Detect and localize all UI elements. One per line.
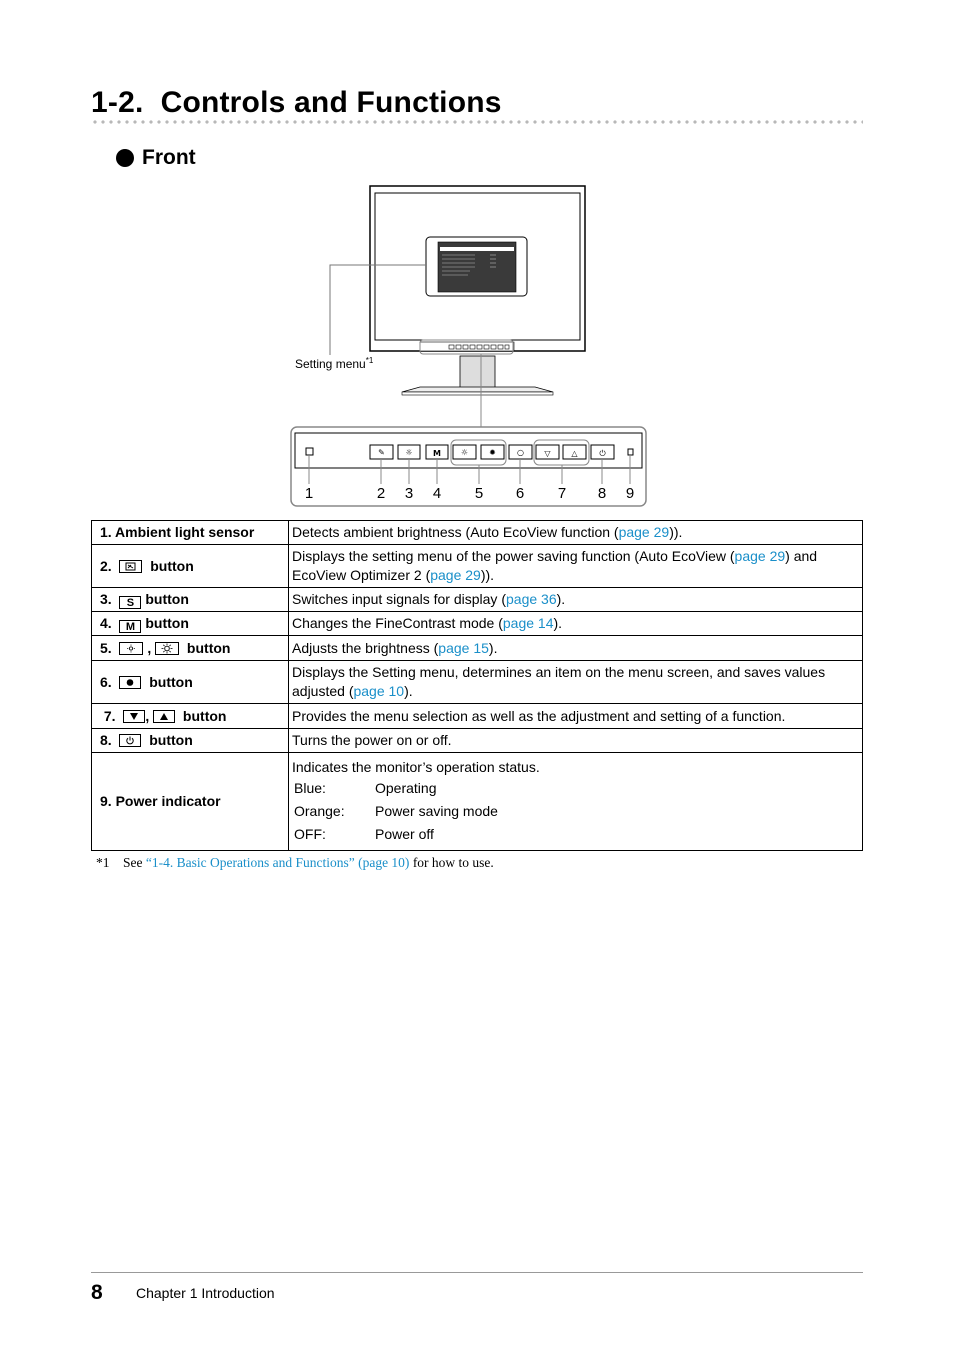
ambient-light-sensor bbox=[306, 448, 313, 455]
page-link[interactable]: page 14 bbox=[502, 615, 554, 631]
callout-number: 6 bbox=[515, 485, 525, 502]
bezel-button-strip bbox=[420, 342, 514, 351]
row-label: 8. button bbox=[92, 729, 289, 753]
table-row bbox=[92, 521, 863, 545]
table-row bbox=[92, 545, 863, 588]
footnote-link[interactable]: “1-4. Basic Operations and Functions” (page 10) bbox=[145, 855, 410, 870]
triangle-up-icon: △ bbox=[571, 449, 578, 458]
row-description: Turns the power on or off. bbox=[289, 729, 863, 753]
callout-number: 7 bbox=[557, 485, 567, 502]
up-key-icon bbox=[153, 710, 175, 723]
page-link[interactable]: page 15 bbox=[438, 639, 489, 656]
page-link[interactable]: page 10 bbox=[353, 683, 405, 699]
row-label: 6. button bbox=[92, 661, 289, 704]
ecoview-key-icon bbox=[119, 560, 142, 573]
table-row bbox=[92, 588, 863, 612]
table-row bbox=[92, 753, 863, 851]
finecontrast-m-icon: M bbox=[433, 449, 441, 458]
page-link[interactable]: page 29 bbox=[618, 524, 670, 540]
power-indicator-led bbox=[628, 449, 633, 455]
callout-number: 8 bbox=[597, 485, 607, 502]
triangle-down-icon: ▽ bbox=[544, 449, 551, 458]
row-description bbox=[289, 753, 863, 851]
status-table bbox=[292, 777, 500, 846]
row-description: Displays the setting menu of the power saving function (Auto EcoView (page 29) and EcoView Optimizer 2 (page 29)). bbox=[289, 545, 863, 588]
sun-small-icon: ☼ bbox=[460, 448, 469, 457]
callout-number: 1 bbox=[304, 485, 314, 502]
table-row bbox=[92, 636, 863, 661]
power-icon: ⏻ bbox=[599, 449, 606, 458]
footnote: *1 See “1-4. Basic Operations and Functions” (page 10) for how to use. bbox=[96, 855, 494, 870]
page-link[interactable]: page 36 bbox=[506, 591, 557, 607]
status-color: Blue: bbox=[294, 779, 326, 796]
row-description: Adjusts the brightness (page 15). bbox=[289, 636, 863, 661]
page-link[interactable]: page 29 bbox=[430, 567, 481, 583]
input-s-icon: ☼ bbox=[405, 448, 413, 457]
row-label: 3. S button bbox=[92, 588, 289, 612]
status-color: Orange: bbox=[294, 802, 345, 819]
sun-large-icon bbox=[155, 642, 179, 655]
monitor-stand-neck bbox=[460, 356, 495, 389]
section-number: 1-2. bbox=[91, 86, 144, 119]
down-key-icon bbox=[123, 710, 145, 723]
status-state: Operating bbox=[375, 779, 437, 796]
page-link[interactable]: page 29 bbox=[734, 548, 786, 564]
row-description: Displays the Setting menu, determines an item on the menu screen, and saves values adjusted (page 10). bbox=[289, 661, 863, 704]
status-state: Power saving mode bbox=[375, 802, 498, 819]
monitor-stand-base bbox=[402, 387, 553, 392]
table-row bbox=[92, 729, 863, 753]
monitor-front-diagram bbox=[0, 0, 954, 520]
ecoview-icon: ✎ bbox=[378, 448, 385, 457]
footer-divider bbox=[91, 1272, 863, 1273]
subheading-text: Front bbox=[142, 146, 196, 169]
sun-small-icon bbox=[119, 642, 143, 655]
section-title: Controls and Functions bbox=[160, 86, 502, 119]
status-color: OFF: bbox=[294, 825, 326, 842]
status-state: Power off bbox=[375, 825, 434, 842]
enter-key-icon bbox=[119, 676, 141, 689]
callout-number: 4 bbox=[432, 485, 442, 502]
chapter-label: Chapter 1 Introduction bbox=[136, 1285, 275, 1301]
table-row bbox=[92, 661, 863, 704]
finecontrast-key-icon: M bbox=[119, 620, 141, 633]
row-label: 4. M button bbox=[92, 612, 289, 636]
row-label: 7. , button bbox=[92, 704, 289, 729]
callout-number: 3 bbox=[404, 485, 414, 502]
row-label: 2. button bbox=[92, 545, 289, 588]
row-description: Provides the menu selection as well as the adjustment and setting of a function. bbox=[289, 704, 863, 729]
status-row bbox=[292, 800, 500, 823]
row-description: Switches input signals for display (page 36). bbox=[289, 588, 863, 612]
setting-menu-label: Setting menu$^{*1}$ bbox=[295, 356, 374, 371]
enter-circle-icon: ○ bbox=[517, 448, 524, 457]
row-description: Detects ambient brightness (Auto EcoView function (page 29)). bbox=[289, 521, 863, 545]
controls-table bbox=[91, 520, 863, 851]
row-label: 9. Power indicator bbox=[92, 753, 289, 851]
power-key-icon bbox=[119, 734, 141, 747]
callout-number: 2 bbox=[376, 485, 386, 502]
row-label: 1. Ambient light sensor bbox=[92, 521, 289, 545]
row-description: Changes the FineContrast mode (page 14). bbox=[289, 612, 863, 636]
input-key-icon: S bbox=[119, 596, 141, 609]
callout-number: 5 bbox=[474, 485, 484, 502]
sun-large-icon: ✹ bbox=[489, 448, 496, 457]
status-row bbox=[292, 823, 500, 846]
table-row bbox=[92, 612, 863, 636]
status-row bbox=[292, 777, 500, 800]
callout-number: 9 bbox=[625, 485, 635, 502]
status-intro: Indicates the monitor’s operation status. bbox=[292, 758, 540, 775]
table-row bbox=[92, 704, 863, 729]
page-number: 8 bbox=[91, 1281, 103, 1304]
row-label: 5. , button bbox=[92, 636, 289, 661]
